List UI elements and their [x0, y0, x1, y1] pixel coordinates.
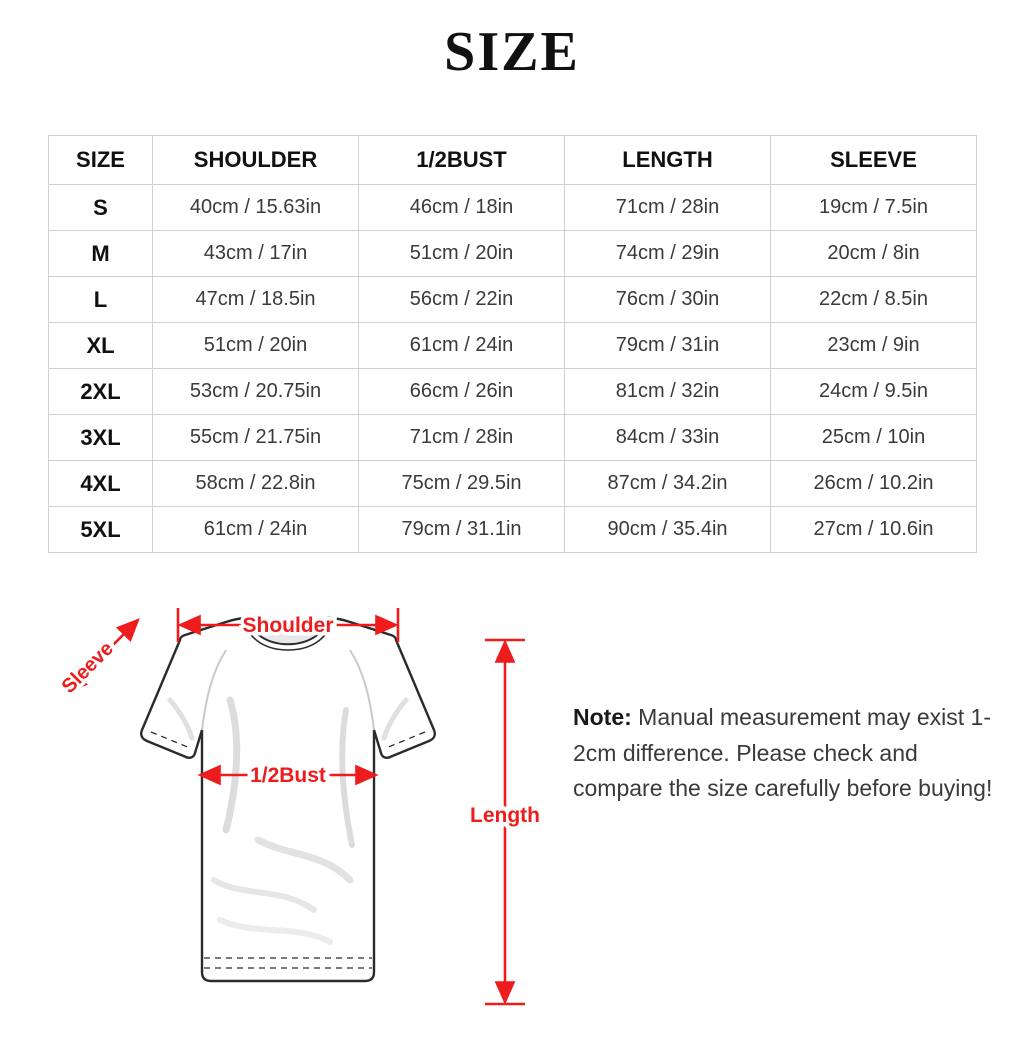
cell-length: 84cm / 33in	[565, 415, 771, 461]
shoulder-label: Shoulder	[242, 614, 334, 637]
table-row	[49, 461, 977, 507]
note-text: Manual measurement may exist 1-2cm difference. Please check and compare the size carefully before buying!	[573, 704, 993, 802]
cell-bust: 46cm / 18in	[359, 185, 565, 231]
cell-shoulder: 40cm / 15.63in	[153, 185, 359, 231]
cell-bust: 51cm / 20in	[359, 231, 565, 277]
cell-bust: 79cm / 31.1in	[359, 507, 565, 553]
table-row	[49, 369, 977, 415]
cell-shoulder: 47cm / 18.5in	[153, 277, 359, 323]
length-label: Length	[470, 804, 540, 827]
cell-bust: 56cm / 22in	[359, 277, 565, 323]
table-row	[49, 507, 977, 553]
cell-length: 90cm / 35.4in	[565, 507, 771, 553]
cell-sleeve: 24cm / 9.5in	[771, 369, 977, 415]
cell-size: L	[49, 277, 153, 323]
cell-shoulder: 51cm / 20in	[153, 323, 359, 369]
cell-sleeve: 26cm / 10.2in	[771, 461, 977, 507]
cell-sleeve: 27cm / 10.6in	[771, 507, 977, 553]
measurement-diagram-section	[0, 570, 1024, 1046]
cell-bust: 71cm / 28in	[359, 415, 565, 461]
cell-sleeve: 20cm / 8in	[771, 231, 977, 277]
note-label: Note:	[573, 704, 632, 730]
cell-length: 87cm / 34.2in	[565, 461, 771, 507]
column-header-shoulder: SHOULDER	[153, 136, 359, 185]
cell-sleeve: 25cm / 10in	[771, 415, 977, 461]
cell-size: M	[49, 231, 153, 277]
cell-length: 71cm / 28in	[565, 185, 771, 231]
size-table-container	[48, 135, 976, 553]
cell-size: 4XL	[49, 461, 153, 507]
cell-sleeve: 19cm / 7.5in	[771, 185, 977, 231]
table-row	[49, 231, 977, 277]
note-block	[573, 700, 993, 807]
column-header-length: LENGTH	[565, 136, 771, 185]
cell-shoulder: 55cm / 21.75in	[153, 415, 359, 461]
cell-bust: 61cm / 24in	[359, 323, 565, 369]
table-row	[49, 415, 977, 461]
page-title: SIZE	[444, 21, 580, 83]
cell-shoulder: 43cm / 17in	[153, 231, 359, 277]
table-row	[49, 185, 977, 231]
cell-size: 3XL	[49, 415, 153, 461]
column-header-bust: 1/2BUST	[359, 136, 565, 185]
column-header-sleeve: SLEEVE	[771, 136, 977, 185]
cell-sleeve: 22cm / 8.5in	[771, 277, 977, 323]
column-header-size: SIZE	[49, 136, 153, 185]
cell-shoulder: 53cm / 20.75in	[153, 369, 359, 415]
cell-length: 81cm / 32in	[565, 369, 771, 415]
size-table	[48, 135, 977, 553]
cell-sleeve: 23cm / 9in	[771, 323, 977, 369]
table-row	[49, 277, 977, 323]
table-header-row	[49, 136, 977, 185]
bust-label: 1/2Bust	[250, 764, 326, 787]
cell-bust: 66cm / 26in	[359, 369, 565, 415]
cell-size: XL	[49, 323, 153, 369]
cell-length: 76cm / 30in	[565, 277, 771, 323]
cell-size: S	[49, 185, 153, 231]
tshirt-outline-graphic	[141, 618, 435, 981]
cell-length: 74cm / 29in	[565, 231, 771, 277]
cell-length: 79cm / 31in	[565, 323, 771, 369]
table-header	[49, 136, 977, 185]
cell-shoulder: 58cm / 22.8in	[153, 461, 359, 507]
cell-bust: 75cm / 29.5in	[359, 461, 565, 507]
cell-size: 5XL	[49, 507, 153, 553]
table-body	[49, 185, 977, 553]
cell-shoulder: 61cm / 24in	[153, 507, 359, 553]
cell-size: 2XL	[49, 369, 153, 415]
tshirt-diagram	[30, 580, 550, 1040]
sleeve-label: Sleeve	[57, 637, 118, 698]
table-row	[49, 323, 977, 369]
